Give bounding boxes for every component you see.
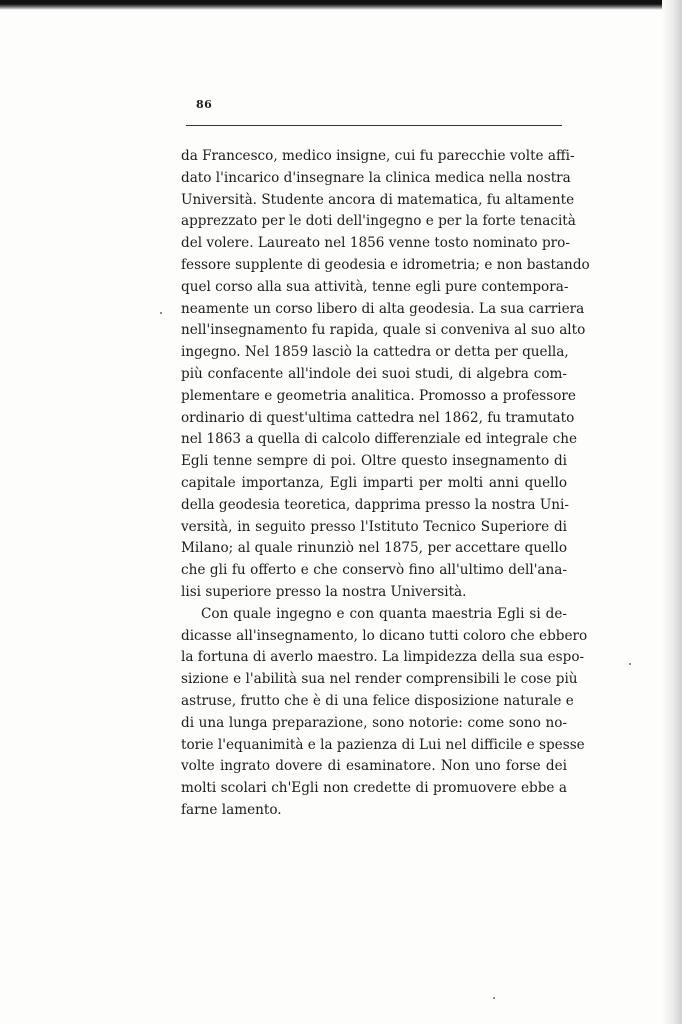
scan-speck xyxy=(493,997,495,999)
text-line: molti scolari ch'Egli non credette di promuovere ebbe a xyxy=(181,780,567,797)
text-line: nell'insegnamento fu rapida, quale si conveniva al suo alto xyxy=(181,322,586,339)
text-line: Egli tenne sempre di poi. Oltre questo insegnamento di xyxy=(181,453,567,470)
paragraph-2 xyxy=(181,604,588,822)
text-line: Università. Studente ancora di matematica, fu altamente xyxy=(181,191,575,208)
text-line: neamente un corso libero di alta geodesia. La sua carriera xyxy=(181,300,585,317)
text-line: volte ingrato dovere di esaminatore. Non uno forse dei xyxy=(181,758,567,775)
text-line: dato l'incarico d'insegnare la clinica medica nella nostra xyxy=(181,169,571,186)
text-line: della geodesia teoretica, dapprima presso la nostra Uni- xyxy=(181,496,569,513)
text-line: Con quale ingegno e con quanta maestria Egli si de- xyxy=(201,605,567,622)
text-line: dicasse all'insegnamento, lo dicano tutti coloro che ebbero xyxy=(181,627,588,644)
text-line: torie l'equanimità e la pazienza di Lui nel difficile e spesse xyxy=(181,736,585,753)
text-line: nel 1863 a quella di calcolo differenziale ed integrale che xyxy=(181,431,578,448)
text-line: che gli fu offerto e che conservò fino all'ultimo dell'ana- xyxy=(181,562,567,579)
text-line: capitale importanza, Egli imparti per molti anni quello xyxy=(181,474,567,491)
text-line: quel corso alla sua attività, tenne egli pure contempora- xyxy=(181,278,569,295)
text-line: ordinario di quest'ultima cattedra nel 1862, fu tramutato xyxy=(181,409,575,426)
text-line: fessore supplente di geodesia e idrometria; e non bastando xyxy=(181,256,590,273)
text-line: Milano; al quale rinunziò nel 1875, per accettare quello xyxy=(181,540,567,557)
scan-speck xyxy=(160,312,162,314)
text-line: del volere. Laureato nel 1856 venne tosto nominato pro- xyxy=(181,235,570,252)
text-line: da Francesco, medico insigne, cui fu parecchie volte affi- xyxy=(181,148,575,164)
body-text xyxy=(181,146,590,822)
text-line: astruse, frutto che è di una felice disposizione naturale e xyxy=(181,692,574,709)
text-line: più confacente all'indole dei suoi studi, di algebra com- xyxy=(181,365,567,382)
text-line: farne lamento. xyxy=(181,801,282,818)
scan-right-edge xyxy=(662,0,682,1024)
paragraph-1 xyxy=(181,146,590,604)
scan-top-edge xyxy=(0,0,682,10)
text-line: sizione e l'abilità sua nel render comprensibili le cose più xyxy=(181,671,578,688)
text-line: plementare e geometria analitica. Promosso a professore xyxy=(181,387,576,404)
header-rule xyxy=(186,125,562,126)
text-line: versità, in seguito presso l'Istituto Tecnico Superiore di xyxy=(181,518,567,535)
text-line: la fortuna di averlo maestro. La limpidezza della sua espo- xyxy=(181,649,585,666)
text-line: di una lunga preparazione, sono notorie: come sono no- xyxy=(181,714,567,731)
text-line: ingegno. Nel 1859 lasciò la cattedra or detta per quella, xyxy=(181,344,569,361)
page-number: 86 xyxy=(196,98,213,111)
text-line: lisi superiore presso la nostra Università. xyxy=(181,583,467,600)
scan-speck xyxy=(629,663,631,665)
text-line: apprezzato per le doti dell'ingegno e per la forte tenacità xyxy=(181,213,576,230)
